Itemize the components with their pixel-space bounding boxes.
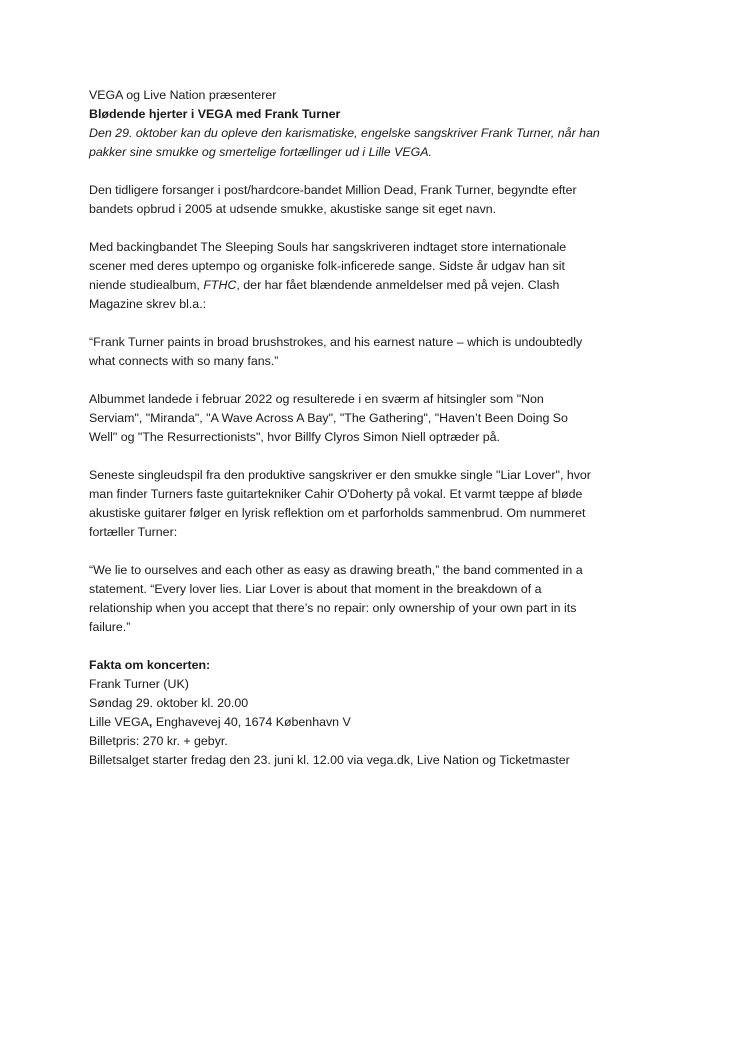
venue-address: Enghavevej 40, 1674 København V: [152, 715, 351, 729]
quote-line: what connects with so many fans.”: [89, 354, 279, 368]
paragraph-line: Den tidligere forsanger i post/hardcore-bandet Million Dead, Frank Turner, begyndte efter: [89, 183, 577, 197]
facts-heading: Fakta om koncerten:: [89, 658, 211, 672]
paragraph-line: man finder Turners faste guitartekniker Cahir O'Doherty på vokal. Et varmt tæppe af bløde: [89, 487, 583, 501]
quote-clash: [89, 333, 669, 371]
paragraph-line: Magazine skrev bl.a.:: [89, 297, 207, 311]
quote-line: relationship when you accept that there’s no repair: only ownership of your own part in its: [89, 601, 577, 615]
facts-ticket-sale: Billetsalget starter fredag den 23. juni kl. 12.00 via vega.dk, Live Nation og Ticketmaster: [89, 753, 570, 767]
presenter-line: VEGA og Live Nation præsenterer: [89, 88, 277, 102]
quote-line: “We lie to ourselves and each other as easy as drawing breath,” the band commented in a: [89, 563, 583, 577]
paragraph-line: Med backingbandet The Sleeping Souls har sangskriveren indtaget store internationale: [89, 240, 567, 254]
facts-price: Billetpris: 270 kr. + gebyr.: [89, 734, 228, 748]
paragraph-line: akustiske guitarer følger en lyrisk reflektion om et parforholds sammenbrud. Om nummeret: [89, 506, 586, 520]
paragraph-line: bandets opbrud i 2005 at udsende smukke, akustiske sange sit eget navn.: [89, 202, 497, 216]
quote-line: “Frank Turner paints in broad brushstrokes, and his earnest nature – which is undoubtedly: [89, 335, 583, 349]
lead-paragraph: [89, 124, 669, 162]
body-paragraph-3: [89, 390, 669, 447]
lead-line: pakker sine smukke og smertelige fortællinger ud i Lille VEGA.: [89, 145, 432, 159]
venue-comma: ,: [148, 715, 153, 729]
quote-line: statement. “Every lover lies. Liar Lover is about that moment in the breakdown of a: [89, 582, 542, 596]
quote-turner: [89, 561, 669, 637]
paragraph-line: Albummet landede i februar 2022 og resulterede i en sværm af hitsingler som "Non: [89, 392, 544, 406]
album-intro-text: niende studiealbum,: [89, 278, 204, 292]
body-paragraph-2: [89, 238, 669, 314]
venue-name: Lille VEGA: [89, 715, 149, 729]
body-paragraph-4: [89, 466, 669, 542]
paragraph-line: [89, 276, 669, 295]
concert-facts: [89, 656, 669, 770]
quote-line: failure.”: [89, 620, 131, 634]
facts-artist: Frank Turner (UK): [89, 677, 189, 691]
paragraph-line: Well" og "The Resurrectionists", hvor Billfy Clyros Simon Niell optræder på.: [89, 430, 500, 444]
paragraph-line: Seneste singleudspil fra den produktive sangskriver er den smukke single "Liar Lover", hvor: [89, 468, 591, 482]
lead-line: Den 29. oktober kan du opleve den karismatiske, engelske sangskriver Frank Turner, når han: [89, 126, 600, 140]
paragraph-line: scener med deres uptempo og organiske folk-inficerede sange. Sidste år udgav han sit: [89, 259, 565, 273]
press-release-page: [89, 86, 669, 770]
paragraph-line: Serviam", "Miranda", "A Wave Across A Bay", "The Gathering", "Haven’t Been Doing So: [89, 411, 568, 425]
album-review-text: , der har fået blændende anmeldelser med på vejen. Clash: [236, 278, 560, 292]
album-title: FTHC: [203, 278, 237, 292]
paragraph-line: fortæller Turner:: [89, 525, 178, 539]
body-paragraph-1: [89, 181, 669, 219]
facts-venue: [89, 713, 669, 732]
headline: Blødende hjerter i VEGA med Frank Turner: [89, 107, 341, 121]
facts-date: Søndag 29. oktober kl. 20.00: [89, 696, 249, 710]
